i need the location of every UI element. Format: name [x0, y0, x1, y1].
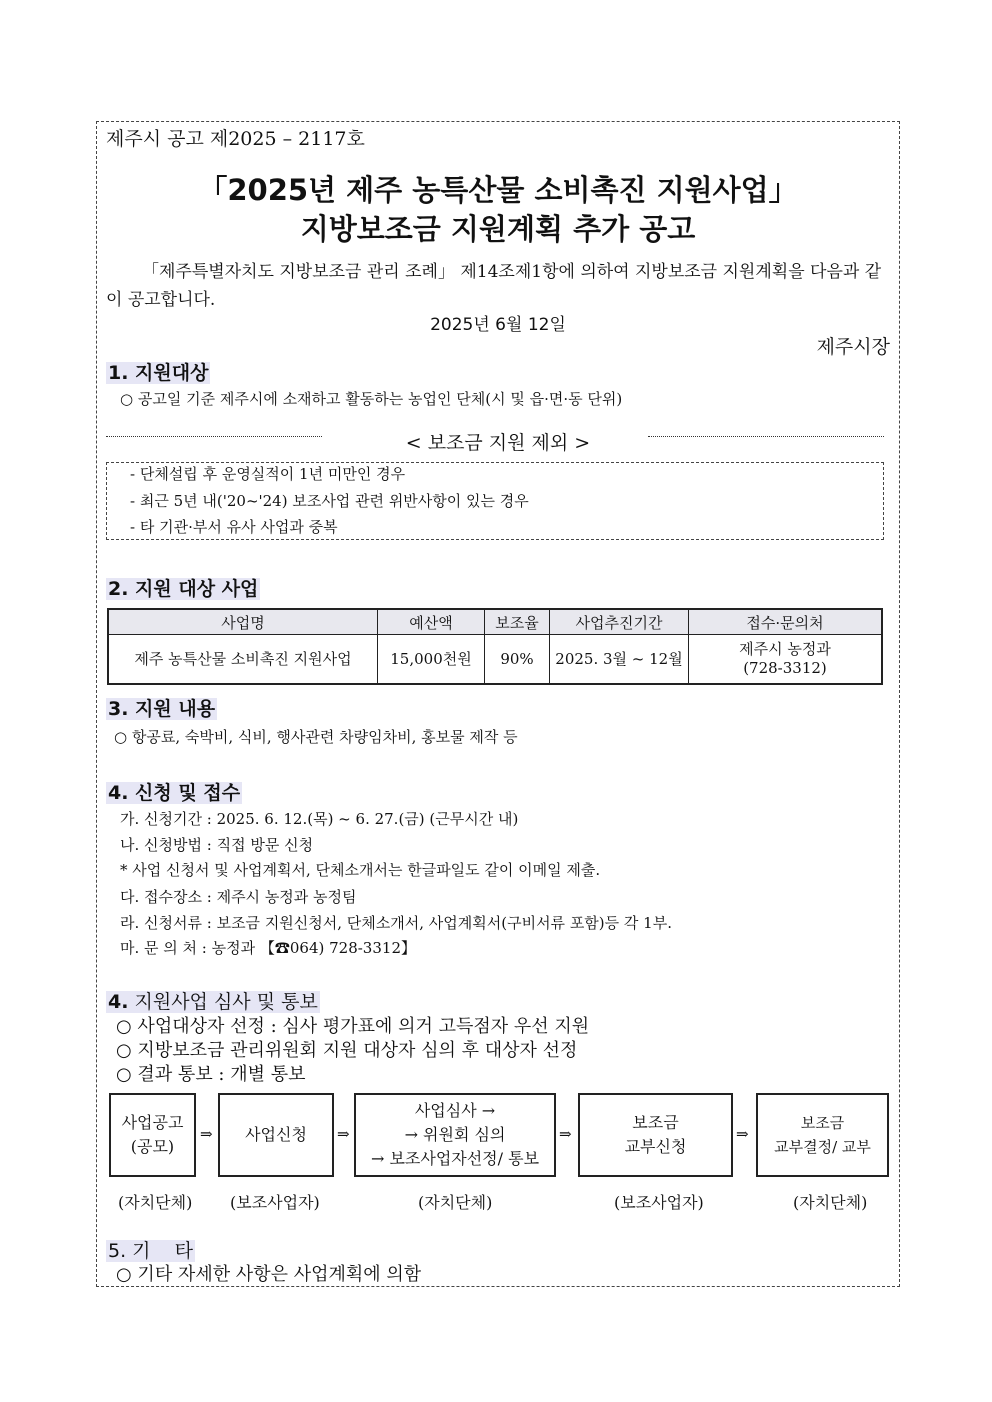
application-item: 나. 신청방법 : 직접 방문 신청 — [120, 836, 314, 854]
flow-step-review — [354, 1093, 556, 1177]
flow-step-application — [218, 1093, 334, 1177]
flow-arrow-icon: ⇒ — [736, 1125, 749, 1143]
flow-step-announcement — [109, 1093, 196, 1177]
flow-actor: (자치단체) — [418, 1193, 493, 1212]
review-item: ○ 결과 통보 : 개별 통보 — [116, 1064, 306, 1085]
rate-cell: 90% — [485, 635, 550, 685]
budget-cell: 15,000천원 — [378, 635, 485, 685]
section-3-item: ○ 항공료, 숙박비, 식비, 행사관련 차량임차비, 홍보물 제작 등 — [114, 728, 518, 746]
flow-step-text: → 보조사업자선정/ 통보 — [370, 1149, 540, 1168]
application-item: 마. 문 의 처 : 농정과 【☎064) 728-3312】 — [120, 939, 416, 957]
period-cell: 2025. 3월 ~ 12월 — [550, 635, 689, 685]
flow-step-text: 교부결정/ 교부 — [774, 1138, 871, 1156]
section-4-heading: 4. 신청 및 접수 — [108, 782, 241, 804]
table-header-row — [108, 609, 882, 635]
contact-line-1: 제주시 농정과 — [739, 640, 831, 658]
flow-actor: (보조사업자) — [230, 1193, 320, 1212]
review-item: ○ 사업대상자 선정 : 심사 평가표에 의거 고득점자 우선 지원 — [116, 1016, 590, 1037]
flow-step-text: 사업심사 → — [414, 1101, 496, 1120]
table-header: 예산액 — [378, 609, 485, 635]
flow-step-text: → 위원회 심의 — [404, 1125, 506, 1144]
application-item: 다. 접수장소 : 제주시 농정과 농정팀 — [120, 888, 357, 906]
notice-number: 제주시 공고 제2025 – 2117호 — [106, 128, 365, 150]
exclusion-item: - 최근 5년 내('20~'24) 보조사업 관련 위반사항이 있는 경우 — [130, 492, 529, 510]
flow-step-text: 보조금 — [632, 1113, 679, 1132]
business-name-cell: 제주 농특산물 소비촉진 지원사업 — [108, 635, 378, 685]
application-note: * 사업 신청서 및 사업계획서, 단체소개서는 한글파일도 같이 이메일 제출. — [120, 861, 601, 879]
flow-step-text: 사업공고 — [121, 1113, 184, 1132]
section-3-heading: 3. 지원 내용 — [108, 698, 216, 720]
flow-actor: (보조사업자) — [614, 1193, 704, 1212]
issuer: 제주시장 — [816, 336, 890, 358]
flow-step-text: 사업신청 — [245, 1125, 307, 1144]
business-table — [107, 608, 883, 685]
flow-step-text: (공모) — [130, 1137, 175, 1156]
table-header: 사업추진기간 — [550, 609, 689, 635]
table-row — [108, 635, 882, 685]
flow-arrow-icon: ⇒ — [337, 1125, 350, 1143]
section-5-item: ○ 기타 자세한 사항은 사업계획에 의함 — [116, 1264, 422, 1285]
contact-line-2: (728-3312) — [743, 659, 827, 677]
table-header: 접수·문의처 — [689, 609, 883, 635]
flow-step-grant-decision — [756, 1093, 889, 1177]
flow-step-text: 보조금 — [800, 1114, 845, 1132]
contact-cell — [689, 635, 883, 685]
flow-step-grant-request — [578, 1093, 733, 1177]
flow-step-text: 교부신청 — [624, 1137, 687, 1156]
table-header: 보조율 — [485, 609, 550, 635]
exclusion-item: - 단체설립 후 운영실적이 1년 미만인 경우 — [130, 465, 406, 483]
section-5-heading: 5. 기 타 — [108, 1240, 194, 1262]
review-item: ○ 지방보조금 관리위원회 지원 대상자 심의 후 대상자 선정 — [116, 1040, 578, 1061]
flow-arrow-icon: ⇒ — [200, 1125, 213, 1143]
exclusion-title: < 보조금 지원 제외 > — [405, 432, 591, 454]
section-1-item: ○ 공고일 기준 제주시에 소재하고 활동하는 농업인 단체(시 및 읍·면·동 단위) — [120, 390, 623, 408]
section-review-heading: 4. 지원사업 심사 및 통보 — [108, 991, 318, 1013]
intro-paragraph: 「제주특별자치도 지방보조금 관리 조례」 제14조제1항에 의하여 지방보조금 지원계획을 다음과 같이 공고합니다. — [106, 262, 882, 310]
section-2-heading: 2. 지원 대상 사업 — [108, 578, 259, 600]
flow-arrow-icon: ⇒ — [559, 1125, 572, 1143]
notice-date: 2025년 6월 12일 — [430, 315, 566, 335]
title-line-1: 「2025년 제주 농특산물 소비촉진 지원사업」 — [198, 173, 798, 207]
section-1-heading: 1. 지원대상 — [108, 362, 209, 384]
exclusion-item: - 타 기관·부서 유사 사업과 중복 — [130, 518, 338, 536]
title-line-2: 지방보조금 지원계획 추가 공고 — [300, 212, 696, 246]
application-item: 가. 신청기간 : 2025. 6. 12.(목) ~ 6. 27.(금) (근무시간 내) — [120, 810, 519, 828]
application-item: 라. 신청서류 : 보조금 지원신청서, 단체소개서, 사업계획서(구비서류 포함)등 각 1부. — [120, 914, 672, 932]
table-header: 사업명 — [108, 609, 378, 635]
flow-actor: (자치단체) — [793, 1193, 868, 1212]
flow-actor: (자치단체) — [118, 1193, 193, 1212]
